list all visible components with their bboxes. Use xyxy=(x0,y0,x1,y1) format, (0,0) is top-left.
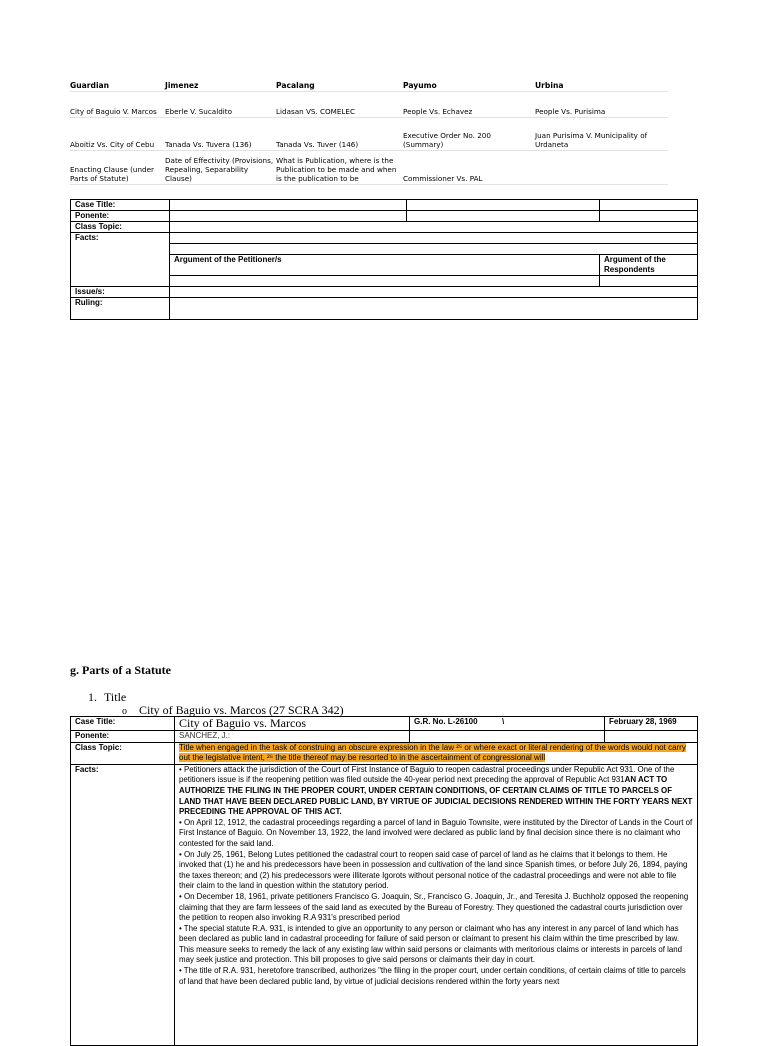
list-item-title: Title xyxy=(104,690,127,704)
facts-label: Facts: xyxy=(71,764,175,1045)
assignment-cell: Eberle V. Sucaldito xyxy=(165,92,276,118)
assignment-cell: Enacting Clause (under Parts of Statute) xyxy=(70,151,165,185)
header-pacalang: Pacalang xyxy=(276,78,403,92)
list-number: 1. xyxy=(88,690,97,704)
label-issues: Issue/s: xyxy=(71,287,170,298)
case-title-value: City of Baguio vs. Marcos xyxy=(175,717,410,731)
header-payumo: Payumo xyxy=(403,78,535,92)
header-urbina: Urbina xyxy=(535,78,668,92)
assignment-row xyxy=(70,118,668,151)
assignment-table xyxy=(70,78,668,185)
assignment-cell xyxy=(535,151,668,185)
assignment-cell: Date of Effectivity (Provisions, Repealing, Separability Clause) xyxy=(165,151,276,185)
section-heading: g. Parts of a Statute xyxy=(70,663,171,677)
assignment-cell: Lidasan VS. COMELEC xyxy=(276,92,403,118)
label-facts: Facts: xyxy=(71,233,170,287)
ponente-value: SANCHEZ, J.: xyxy=(175,731,410,743)
blank-case-template xyxy=(70,199,698,320)
assignment-cell: Tanada Vs. Tuvera (136) xyxy=(165,118,276,151)
gr-number: G.R. No. L-26100 \ xyxy=(410,717,605,731)
case-title-label: Case Title: xyxy=(71,717,175,731)
class-topic-value: Title when engaged in the task of construing an obscure expression in the law ²⁵ or where exact or literal rendering of the words would not carry out the legislative intent, ²⁶ the title thereof may be resorted to in the ascertainment of congressional will xyxy=(175,742,698,764)
assignment-cell: Executive Order No. 200 (Summary) xyxy=(403,118,535,151)
case-digest-table xyxy=(70,716,698,1046)
assignment-cell: Juan Purisima V. Municipality of Urdaneta xyxy=(535,118,668,151)
facts-paragraph: • The special statute R.A. 931, is intended to give an opportunity to any person or claimant who has any interest in any parcel of land which has been declared as public land in cadastral proceeding for failure of said person or claimant to present his claim within the time prescribed by law. This measure seeks to remedy the lack of any existing law within said persons or claimants with meritorious claims or interests in parcels of land may seek justice and protection. This bill proposes to give said persons or claimants their day in court. xyxy=(179,923,683,965)
facts-paragraph: • The title of R.A. 931, heretofore transcribed, authorizes "the filing in the proper court, under certain conditions, of certain claims of title to parcels of land that have been declared public land, by virtue of judicial decisions rendered within the forty years next xyxy=(179,966,686,986)
label-class-topic: Class Topic: xyxy=(71,222,170,233)
assignment-cell: City of Baguio V. Marcos xyxy=(70,92,165,118)
header-jimenez: Jimenez xyxy=(165,78,276,92)
label-case-title: Case Title: xyxy=(71,200,170,211)
assignment-header-row xyxy=(70,78,668,92)
facts-paragraph: • On July 25, 1961, Belong Lutes petitioned the cadastral court to reopen said case of parcel of land as he claims that it belongs to them. He invoked that (1) he and his predecessors have been in possession and cultivation of the land since Spanish times, or before July 26, 1894, paying the taxes thereon; and (2) his predecessors were illiterate Igorots without personal notice of the cadastral proceedings and were not able to file their claim to the land in question within the statutory period. xyxy=(179,849,688,891)
header-guardian: Guardian xyxy=(70,78,165,92)
ponente-label: Ponente: xyxy=(71,731,175,743)
assignment-cell: Commissioner Vs. PAL xyxy=(403,151,535,185)
facts-paragraph: • Petitioners attack the jurisdiction of the Court of First Instance of Baguio to reopen cadastral proceedings under Republic Act 931. One of the petitioners issue is if the reopening petition was filed outside the 40-year period next preceding the approval of Republic Act 931AN ACT TO AUTHORIZE THE FILING IN THE PROPER COURT, UNDER CERTAIN CONDITIONS, OF CERTAIN CLAIMS OF TITLE TO PARCELS OF LAND THAT HAVE BEEN DECLARED PUBLIC LAND, BY VIRTUE OF JUDICIAL DECISIONS RENDERED WITHIN THE FORTY YEARS NEXT PRECEDING THE APPROVAL OF THIS ACT. xyxy=(179,764,693,817)
facts-value xyxy=(175,764,698,1045)
assignment-row xyxy=(70,92,668,118)
assignment-cell: Tanada Vs. Tuver (146) xyxy=(276,118,403,151)
case-subtitle: City of Baguio vs. Marcos (27 SCRA 342) xyxy=(139,703,344,717)
sub-bullet: o xyxy=(122,706,127,717)
assignment-cell: Aboitiz Vs. City of Cebu xyxy=(70,118,165,151)
assignment-row xyxy=(70,151,668,185)
label-argument-respondents: Argument of the Respondents xyxy=(600,255,698,276)
case-date: February 28, 1969 xyxy=(605,717,698,731)
assignment-cell: What is Publication, where is the Publication to be made and when is the publication to be xyxy=(276,151,403,185)
assignment-cell: People Vs. Echavez xyxy=(403,92,535,118)
label-ponente: Ponente: xyxy=(71,211,170,222)
assignment-cell: People Vs. Purisima xyxy=(535,92,668,118)
facts-paragraph: • On December 18, 1961, private petitioners Francisco G. Joaquin, Sr., Francisco G. Joaquin, Jr., and Teresita J. Buchholz opposed the reopening claiming that they are farm lessees of the said land as executed by the Bureau of Forestry. They questioned the cadastral courts jurisdiction over the petition to reopen also invoking R.A 931's prescribed period xyxy=(179,891,689,923)
label-argument-petitioner: Argument of the Petitioner/s xyxy=(170,255,600,276)
facts-paragraph: • On April 12, 1912, the cadastral proceedings regarding a parcel of land in Baguio Townsite, were instituted by the Director of Lands in the Court of First Instance of Baguio. On November 13, 1922, the land involved were declared as public land by final decision since there is no claimant who contested for the said land. xyxy=(179,817,693,848)
label-ruling: Ruling: xyxy=(71,298,170,320)
class-topic-label: Class Topic: xyxy=(71,742,175,764)
